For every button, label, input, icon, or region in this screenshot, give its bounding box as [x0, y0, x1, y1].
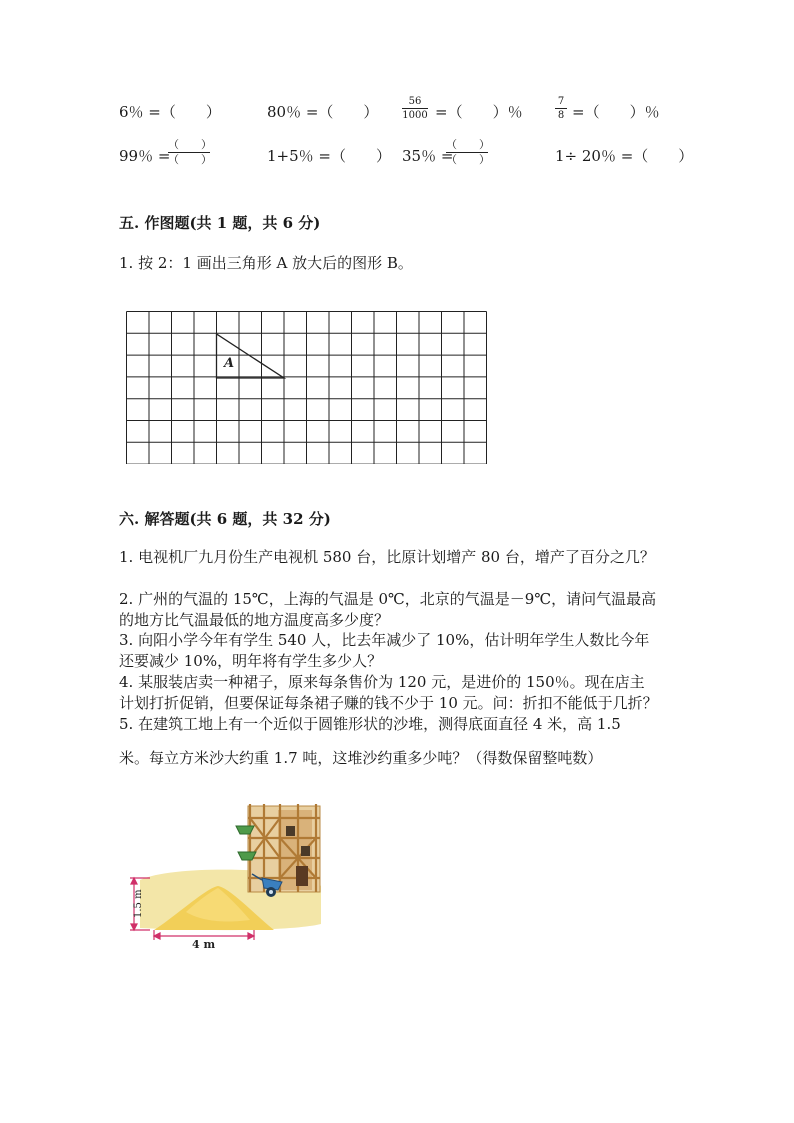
- q-1-plus-5-percent: 1+5％ =（ ）: [267, 147, 391, 165]
- section-6-question-4-line-1: 4. 某服装店卖一种裙子，原来每条售价为 120 元，是进价的 150％。现在店主: [119, 673, 645, 691]
- drawing-grid: [126, 311, 490, 464]
- fraction-bar: [402, 108, 428, 109]
- sand-pile-illustration: [126, 802, 326, 950]
- q-99-percent: 99％ =: [119, 147, 171, 165]
- fraction-bar: [555, 108, 567, 109]
- triangle-a-label: A: [224, 356, 235, 371]
- section-6-question-3-line-1: 3. 向阳小学今年有学生 540 人，比去年减少了 10%，估计明年学生人数比今年: [119, 631, 650, 649]
- section-5-question-1: 1. 按 2：1 画出三角形 A 放大后的图形 B。: [119, 254, 413, 272]
- fraction-numerator: （ ）: [446, 138, 490, 151]
- section-6-question-2-line-2: 的地方比气温最低的地方温度高多少度？: [119, 611, 390, 629]
- fraction-numerator: （ ）: [168, 138, 212, 151]
- section-6-question-1: 1. 电视机厂九月份生产电视机 580 台，比原计划增产 80 台，增产了百分之几？: [119, 548, 655, 566]
- section-5-title: 五. 作图题(共 1 题，共 6 分): [119, 214, 321, 232]
- fraction-56-1000: [402, 96, 428, 121]
- fraction-blank-35: [446, 139, 488, 166]
- q-7-8-answer: =（ ）％: [572, 103, 660, 121]
- q-80-percent: 80％ =（ ）: [267, 103, 379, 121]
- section-6-question-5-line-2: 米。每立方米沙大约重 1.7 吨，这堆沙约重多少吨？（得数保留整吨数）: [119, 749, 603, 767]
- q-56-1000-answer: =（ ）％: [435, 103, 523, 121]
- section-6-question-5-line-1: 5. 在建筑工地上有一个近似于圆锥形状的沙堆，测得底面直径 4 米，高 1.5: [119, 715, 621, 733]
- fraction-blank-99: [168, 139, 210, 166]
- fraction-denominator: 8: [557, 110, 565, 121]
- q-35-percent: 35％ =: [402, 147, 454, 165]
- fraction-denominator: （ ）: [446, 153, 490, 166]
- section-6-question-2-line-1: 2. 广州的气温的 15℃，上海的气温是 0℃，北京的气温是－9℃，请问气温最高: [119, 590, 657, 608]
- q-1-div-20-percent: 1÷ 20％ =（ ）: [555, 147, 694, 165]
- fraction-denominator: 1000: [402, 110, 428, 121]
- fraction-denominator: （ ）: [168, 153, 212, 166]
- fraction-7-8: [555, 96, 567, 121]
- fraction-numerator: 56: [408, 96, 422, 107]
- fraction-numerator: 7: [557, 96, 565, 107]
- q-6-percent: 6％ =（ ）: [119, 103, 221, 121]
- section-6-question-3-line-2: 还要减少 10%，明年将有学生多少人？: [119, 652, 383, 670]
- height-label: 1.5 m: [133, 889, 144, 918]
- section-6-title: 六. 解答题(共 6 题，共 32 分): [119, 510, 331, 528]
- section-6-question-4-line-2: 计划打折促销，但要保证每条裙子赚的钱不少于 10 元。问：折扣不能低于几折？: [119, 694, 658, 712]
- width-label: 4 m: [192, 938, 216, 950]
